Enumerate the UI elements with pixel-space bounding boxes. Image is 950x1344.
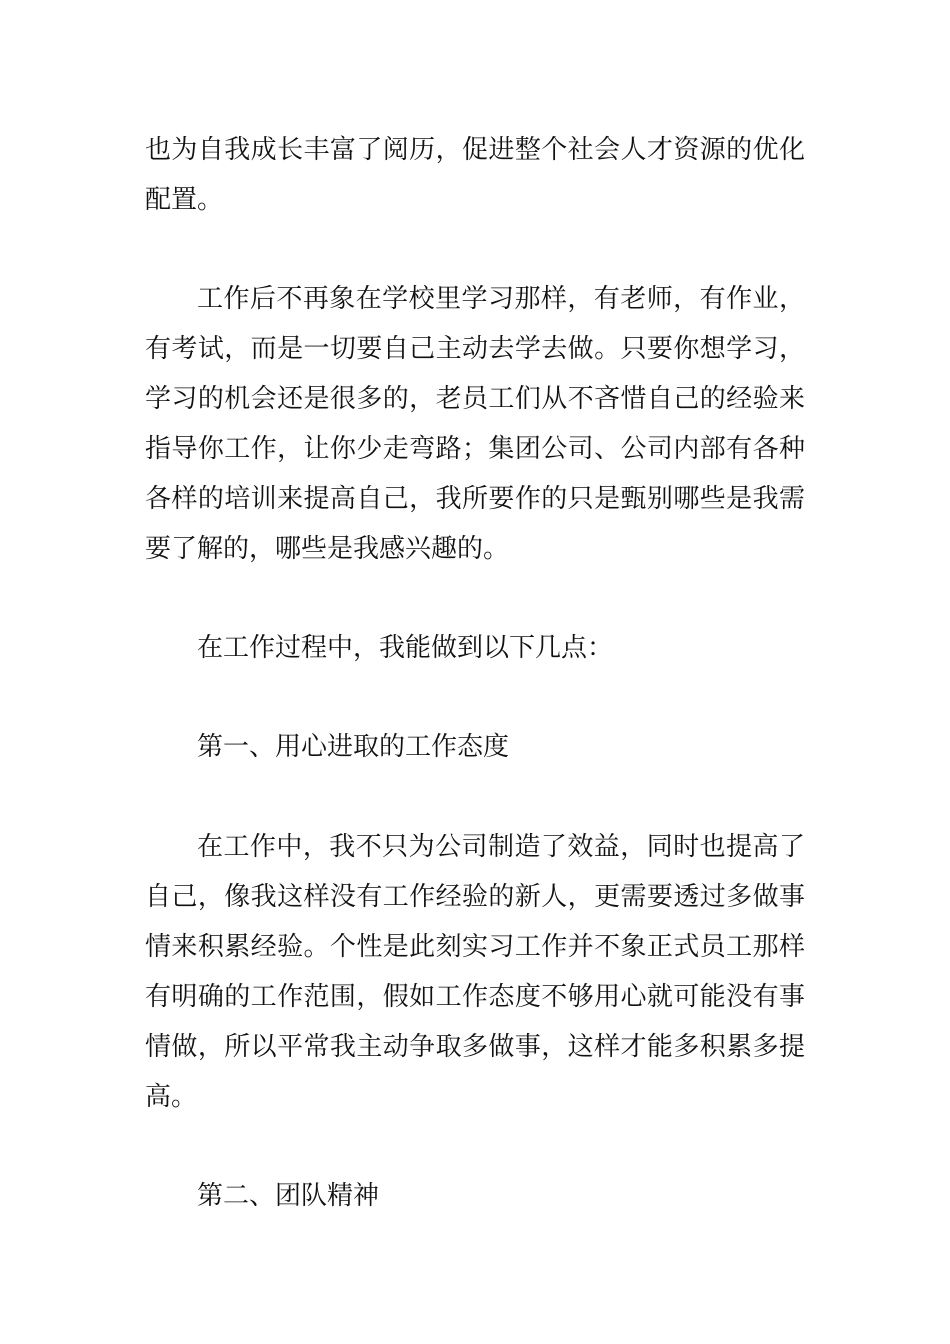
paragraph-line: 配置。 [145,185,224,215]
paragraph-line: 情来积累经验。个性是此刻实习工作并不象正式员工那样 [145,932,805,962]
paragraph-line: 在工作中，我不只为公司制造了效益，同时也提高了 [197,832,805,862]
paragraph-line: 情做，所以平常我主动争取多做事，这样才能多积累多提 [145,1032,805,1062]
section-heading: 第一、用心进取的工作态度 [197,732,510,762]
paragraph-line: 自己，像我这样没有工作经验的新人，更需要透过多做事 [145,882,805,912]
paragraph-line: 在工作过程中，我能做到以下几点： [197,633,614,663]
paragraph-line: 要了解的，哪些是我感兴趣的。 [145,534,510,564]
paragraph-line: 工作后不再象在学校里学习那样，有老师，有作业， [197,284,805,314]
paragraph-line: 有考试，而是一切要自己主动去学去做。只要你想学习， [145,334,805,364]
paragraph-line: 学习的机会还是很多的，老员工们从不吝惜自己的经验来 [145,384,805,414]
section-heading: 第二、团队精神 [197,1181,380,1211]
paragraph-line: 有明确的工作范围，假如工作态度不够用心就可能没有事 [145,982,805,1012]
paragraph-line: 各样的培训来提高自己，我所要作的只是甄别哪些是我需 [145,484,805,514]
paragraph-line: 也为自我成长丰富了阅历，促进整个社会人才资源的优化 [145,135,805,165]
paragraph-line: 指导你工作，让你少走弯路；集团公司、公司内部有各种 [145,434,805,464]
paragraph-line: 高。 [145,1082,198,1112]
